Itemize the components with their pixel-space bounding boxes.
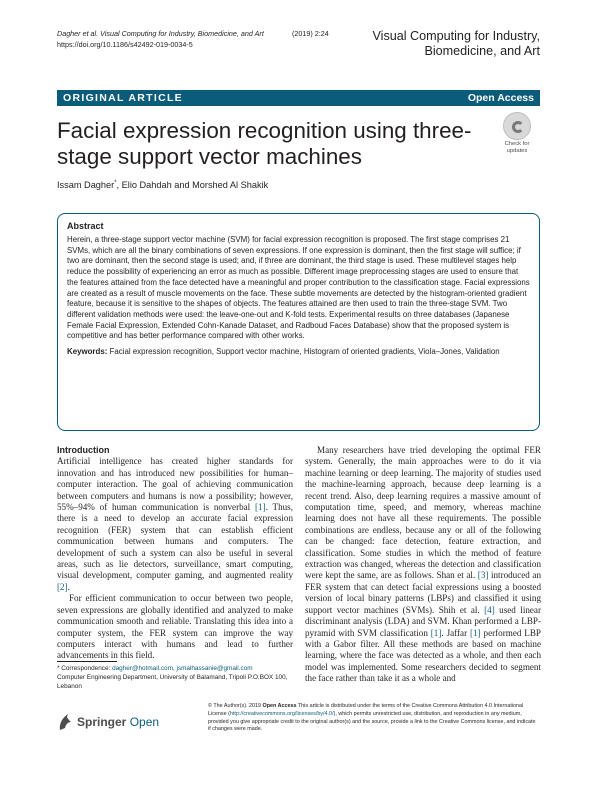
check-for-updates-badge[interactable] <box>496 112 538 156</box>
springer-horse-icon <box>57 712 73 732</box>
keywords <box>67 347 530 358</box>
open-access-term: Open Access <box>262 703 297 709</box>
author-others: , Elio Dahdah and Morshed Al Shakik <box>116 180 269 191</box>
citation-link[interactable]: [3] <box>477 570 489 581</box>
footnote <box>57 665 297 691</box>
correspondence-label: * Correspondence: <box>57 665 113 672</box>
citation-link[interactable]: [2] <box>57 581 68 592</box>
citation-link[interactable]: [1] <box>470 627 481 638</box>
citation-link[interactable]: [4] <box>484 604 495 615</box>
abstract-box <box>57 213 540 431</box>
journal-name: Visual Computing for Industry, Biomedicine, and Art <box>372 29 540 58</box>
license-notice: © The Author(s). 2019 Open Access This article is distributed under the terms of the Creative Commons Attribution 4.0 International License (http://creativecommons.org/licenses/by/4.0/), which permits unrestricted use, distribution, and reproduction in any medium, provided you give appropriate credit to the original author(s) and the source, provide a link to the Creative Commons license, and indicate if changes were made. <box>208 703 536 733</box>
citation-link[interactable]: [1] <box>255 502 266 513</box>
paragraph: For efficient communication to occur between two people, seven expressions are globally identified and analyzed to make communication smooth and reliable. Translating this idea into a computer system, the FER system can improve the way computers interact with humans and lead to further advancements in this field. <box>57 593 293 661</box>
doi-link[interactable]: https://doi.org/10.1186/s42492-019-0034-5 <box>57 39 193 49</box>
column-left <box>57 445 293 662</box>
footnote-divider <box>57 661 117 662</box>
paragraph: Many researchers have tried developing the optimal FER system. Generally, the main approaches were to do it via machine learning or deep learning. The majority of studies used the machine-learning approach, because deep learning is a recent trend. Also, deep learning requires a massive amount of computation time, speed, and memory, whereas machine learning does not have all these requirements. The possible combinations are endless, because any or all of the following can be changed: face detection, feature extraction, and classification. Some studies in which the method of feature extraction was changed, whereas the detection and classification were kept the same, are as follows. Shan et al. [3] introduced an FER system that can detect facial expressions using a boosted version of local binary patterns (LBPs) and classified it using support vector machines (SVMs). Shih et al. [4] used linear discriminant analysis (LDA) and SVM. Khan performed a LBP-pyramid with SVM classification [1]. Jaffar [1] performed LBP with a Gabor filter. All these methods are based on machine learning, where the face was detected as a whole, and then each model was implemented. Some researchers decided to segment the face rather than take it as a whole and <box>305 445 541 684</box>
abstract-heading: Abstract <box>67 221 104 231</box>
year-volume: (2019) 2:24 <box>292 29 329 38</box>
publisher-springer: Springer <box>77 715 127 729</box>
corresponding-mark: * <box>114 180 117 186</box>
running-head: Dagher et al. Visual Computing for Industry, Biomedicine, and Art <box>57 29 264 38</box>
running-header <box>57 29 329 50</box>
article-type: ORIGINAL ARTICLE <box>63 92 183 104</box>
author-list <box>57 180 268 190</box>
keywords-label: Keywords: <box>67 347 108 357</box>
article-title: Facial expression recognition using three-stage support vector machines <box>57 118 472 169</box>
abstract-text: Herein, a three-stage support vector machine (SVM) for facial expression recognition is proposed. The first stage comprises 21 SVMs, which are all the binary combinations of seven expressions. If one expression is dominant, then the first stage will suffice; if two are dominant, then the second stage is used; and, if three are dominant, the third stage is used. These multilevel stages help reduce the possibility of experiencing an error as much as possible. Different image preprocessing stages are used to ensure that the features attained from the face detected have a meaningful and proper contribution to the classification stage. Facial expressions are created as a result of muscle movements on the face. These subtle movements are detected by the histogram-oriented gradient feature, because it is sensitive to the shapes of objects. The features attained are then used to train the three-stage SVM. Two different validation methods were used: the leave-one-out and K-fold tests. Experimental results on three databases (Japanese Female Facial Expression, Extended Cohn-Kanade Dataset, and Radboud Faces Database) show that the proposed system is competitive and has better performance compared with other works. <box>67 235 530 341</box>
section-heading-introduction: Introduction <box>57 445 110 455</box>
keywords-list: Facial expression recognition, Support vector machine, Histogram of oriented gradients, Viola–Jones, Validation <box>107 347 500 357</box>
check-updates-label: Check for updates <box>504 141 530 154</box>
column-right <box>305 445 541 685</box>
license-url[interactable]: http://creativecommons.org/licenses/by/4.0/ <box>229 710 334 717</box>
article-type-banner <box>57 90 540 106</box>
publisher-open: Open <box>129 715 160 729</box>
affiliation: Computer Engineering Department, University of Balamand, Tripoli P.O.BOX 100, Lebanon <box>57 673 288 690</box>
citation-link[interactable]: [1] <box>430 627 442 638</box>
correspondence-email[interactable]: dagher@hotmail.com, jsmalhassanie@gmail.com <box>112 665 253 672</box>
open-access-label: Open Access <box>467 92 534 104</box>
paragraph: Artificial intelligence has created higher standards for innovation and has introduced new possibilities for human–computer interaction. The goal of achieving communication between computers and humans is now a possibility; however, 55%–94% of human communication is nonverbal [1]. Thus, there is a need to develop an accurate facial expression recognition (FER) system that can establish efficient communication between humans and computers. The development of such a system can also be useful in several areas, such as lie detectors, surveillance, smart computing, visual development, computer gaming, and augmented reality [2]. <box>57 456 293 592</box>
springer-open-logo <box>57 712 177 732</box>
check-updates-icon <box>503 112 531 140</box>
author-corresponding: Issam Dagher <box>57 180 115 191</box>
